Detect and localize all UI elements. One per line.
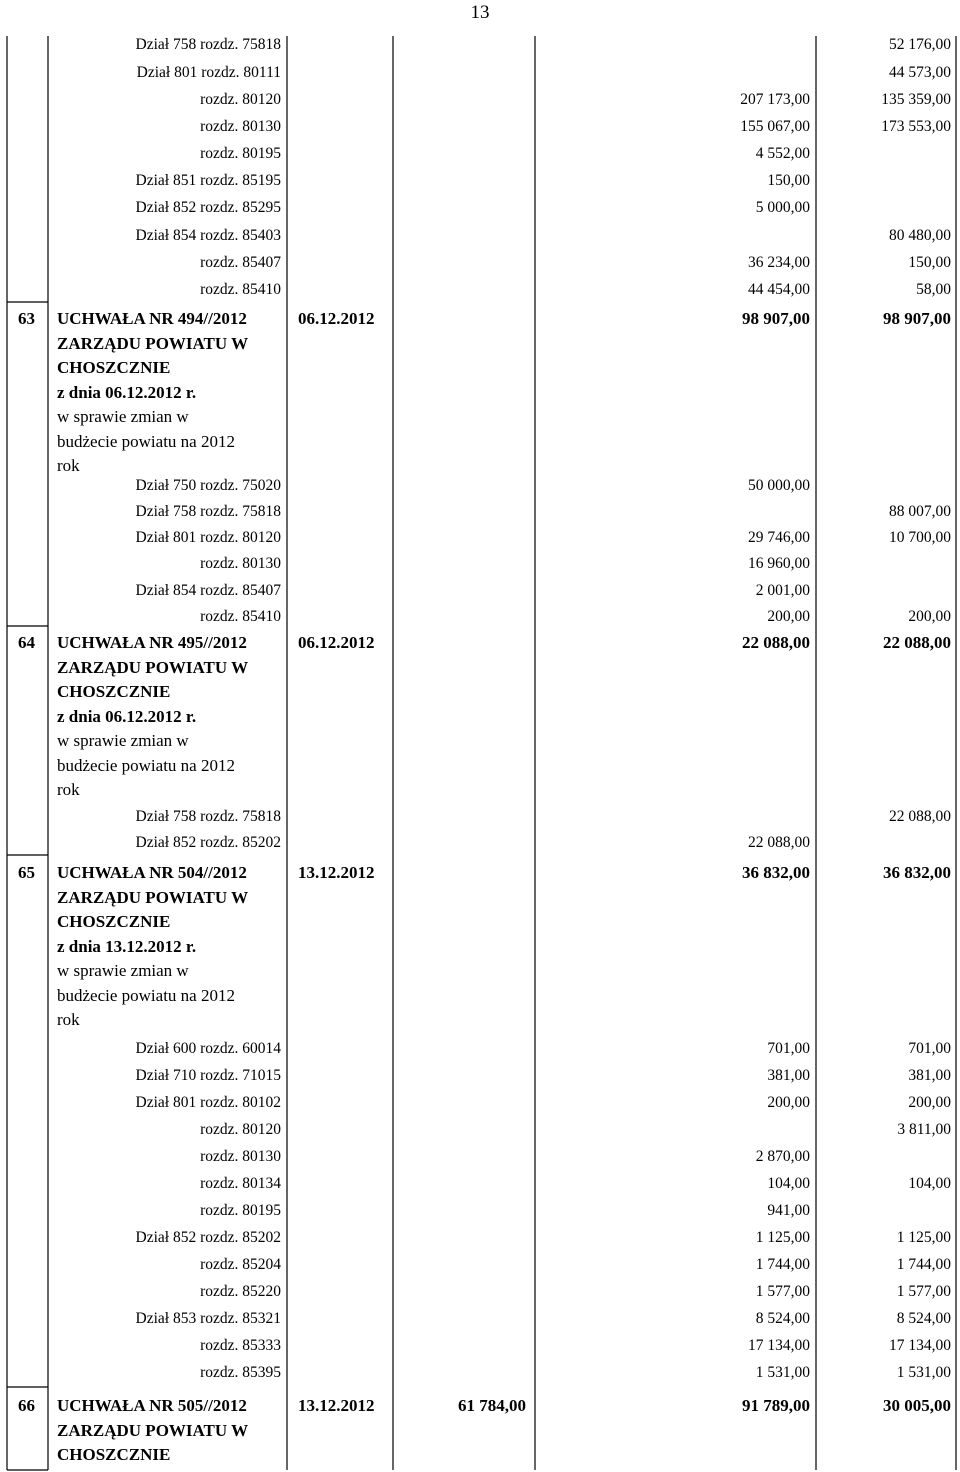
entry-total-col3: 98 907,00 bbox=[883, 309, 951, 328]
value-col2: 16 960,00 bbox=[748, 555, 810, 572]
value-col3: 3 811,00 bbox=[897, 1121, 951, 1138]
resolution-subject: w sprawie zmian w bbox=[57, 407, 189, 426]
resolution-subject: budżecie powiatu na 2012 bbox=[57, 985, 235, 1005]
entry-number: 65 bbox=[18, 863, 35, 882]
resolution-subject: w sprawie zmian w bbox=[57, 731, 189, 750]
row-label: rozdz. 80195 bbox=[200, 1202, 281, 1219]
resolution-date-line: z dnia 13.12.2012 r. bbox=[57, 936, 197, 956]
entry-date: 13.12.2012 bbox=[298, 1396, 375, 1415]
value-col2: 2 001,00 bbox=[755, 582, 810, 599]
value-col3: 1 744,00 bbox=[896, 1256, 951, 1273]
resolution-subject: rok bbox=[57, 780, 80, 799]
resolution-subject: rok bbox=[57, 1010, 80, 1029]
value-col3: 200,00 bbox=[908, 608, 951, 625]
value-col2: 4 552,00 bbox=[755, 145, 810, 162]
resolution-subject: budżecie powiatu na 2012 bbox=[57, 431, 235, 451]
resolution-org: CHOSZCZNIE bbox=[57, 682, 171, 701]
value-col2: 1 125,00 bbox=[755, 1229, 810, 1246]
resolution-date-line: z dnia 06.12.2012 r. bbox=[57, 706, 197, 726]
row-label: Dział 854 rozdz. 85403 bbox=[135, 227, 281, 244]
value-col2: 29 746,00 bbox=[748, 529, 810, 546]
value-col3: 8 524,00 bbox=[896, 1310, 951, 1327]
value-col3: 44 573,00 bbox=[889, 64, 951, 81]
entry-number: 64 bbox=[18, 633, 35, 652]
resolution-org: ZARZĄDU POWIATU W bbox=[57, 887, 249, 907]
row-label: Dział 758 rozdz. 75818 bbox=[135, 36, 281, 53]
entry-date: 13.12.2012 bbox=[298, 863, 375, 882]
value-col2: 155 067,00 bbox=[740, 118, 810, 135]
value-col3: 17 134,00 bbox=[889, 1337, 951, 1354]
entry-date: 06.12.2012 bbox=[298, 309, 375, 328]
row-label: Dział 854 rozdz. 85407 bbox=[135, 582, 281, 599]
row-label: Dział 852 rozdz. 85295 bbox=[135, 199, 281, 216]
entry-total-col2: 98 907,00 bbox=[742, 309, 810, 328]
value-col3: 1 577,00 bbox=[896, 1283, 951, 1300]
page-number: 13 bbox=[470, 2, 490, 23]
resolution-org: ZARZĄDU POWIATU W bbox=[57, 657, 249, 677]
value-col3: 173 553,00 bbox=[881, 118, 951, 135]
value-col2: 5 000,00 bbox=[755, 199, 810, 216]
value-col3: 1 531,00 bbox=[896, 1364, 951, 1381]
row-label: rozdz. 80130 bbox=[200, 118, 281, 135]
resolution-subject: budżecie powiatu na 2012 bbox=[57, 755, 235, 775]
row-label: rozdz. 85220 bbox=[200, 1283, 281, 1300]
resolution-title: UCHWAŁA NR 495//2012 bbox=[57, 633, 247, 652]
resolution-title: UCHWAŁA NR 505//2012 bbox=[57, 1396, 247, 1415]
row-label: rozdz. 85410 bbox=[200, 608, 281, 625]
value-col2: 207 173,00 bbox=[740, 91, 810, 108]
value-col2: 17 134,00 bbox=[748, 1337, 810, 1354]
value-col3: 150,00 bbox=[908, 254, 951, 271]
value-col3: 52 176,00 bbox=[889, 36, 951, 53]
row-label: Dział 801 rozdz. 80120 bbox=[135, 529, 281, 546]
value-col2: 200,00 bbox=[767, 608, 810, 625]
value-col2: 701,00 bbox=[767, 1040, 810, 1057]
resolution-org: ZARZĄDU POWIATU W bbox=[57, 333, 249, 353]
entry-total-col2: 36 832,00 bbox=[742, 863, 810, 882]
value-col2: 104,00 bbox=[767, 1175, 810, 1192]
value-col2: 381,00 bbox=[767, 1067, 810, 1084]
value-col3: 135 359,00 bbox=[881, 91, 951, 108]
value-col2: 22 088,00 bbox=[748, 834, 810, 851]
resolution-org: CHOSZCZNIE bbox=[57, 358, 171, 377]
row-label: Dział 758 rozdz. 75818 bbox=[135, 808, 281, 825]
resolution-subject: w sprawie zmian w bbox=[57, 961, 189, 980]
row-label: rozdz. 85204 bbox=[200, 1256, 281, 1273]
value-col3: 104,00 bbox=[908, 1175, 951, 1192]
value-col2: 50 000,00 bbox=[748, 477, 810, 494]
value-col2: 1 577,00 bbox=[755, 1283, 810, 1300]
row-label: Dział 853 rozdz. 85321 bbox=[135, 1310, 281, 1327]
resolution-org: CHOSZCZNIE bbox=[57, 912, 171, 931]
row-label: rozdz. 80120 bbox=[200, 1121, 281, 1138]
value-col2: 1 531,00 bbox=[755, 1364, 810, 1381]
value-col2: 2 870,00 bbox=[755, 1148, 810, 1165]
row-label: Dział 852 rozdz. 85202 bbox=[135, 834, 281, 851]
value-col3: 200,00 bbox=[908, 1094, 951, 1111]
value-col2: 150,00 bbox=[767, 172, 810, 189]
value-col3: 1 125,00 bbox=[896, 1229, 951, 1246]
entry-number: 63 bbox=[18, 309, 35, 328]
resolution-subject: rok bbox=[57, 456, 80, 475]
entry-total-col1: 61 784,00 bbox=[458, 1396, 526, 1415]
value-col2: 1 744,00 bbox=[755, 1256, 810, 1273]
entry-total-col2: 22 088,00 bbox=[742, 633, 810, 652]
entry-total-col2: 91 789,00 bbox=[742, 1396, 810, 1415]
row-label: Dział 851 rozdz. 85195 bbox=[135, 172, 281, 189]
value-col2: 36 234,00 bbox=[748, 254, 810, 271]
entry-total-col3: 22 088,00 bbox=[883, 633, 951, 652]
entry-total-col3: 36 832,00 bbox=[883, 863, 951, 882]
value-col2: 8 524,00 bbox=[755, 1310, 810, 1327]
value-col3: 58,00 bbox=[916, 281, 951, 298]
value-col2: 941,00 bbox=[767, 1202, 810, 1219]
entry-number: 66 bbox=[18, 1396, 35, 1415]
row-label: Dział 852 rozdz. 85202 bbox=[135, 1229, 281, 1246]
row-label: rozdz. 80195 bbox=[200, 145, 281, 162]
value-col2: 44 454,00 bbox=[748, 281, 810, 298]
row-label: Dział 750 rozdz. 75020 bbox=[135, 477, 281, 494]
resolution-title: UCHWAŁA NR 504//2012 bbox=[57, 863, 247, 882]
row-label: rozdz. 85333 bbox=[200, 1337, 281, 1354]
value-col3: 381,00 bbox=[908, 1067, 951, 1084]
value-col3: 701,00 bbox=[908, 1040, 951, 1057]
resolution-org: CHOSZCZNIE bbox=[57, 1445, 171, 1464]
value-col3: 80 480,00 bbox=[889, 227, 951, 244]
row-label: rozdz. 80130 bbox=[200, 555, 281, 572]
row-label: rozdz. 80130 bbox=[200, 1148, 281, 1165]
value-col3: 10 700,00 bbox=[889, 529, 951, 546]
row-label: Dział 600 rozdz. 60014 bbox=[135, 1040, 281, 1057]
row-label: Dział 801 rozdz. 80102 bbox=[135, 1094, 281, 1111]
row-label: rozdz. 85407 bbox=[200, 254, 281, 271]
row-label: rozdz. 80120 bbox=[200, 91, 281, 108]
value-col2: 200,00 bbox=[767, 1094, 810, 1111]
row-label: Dział 758 rozdz. 75818 bbox=[135, 503, 281, 520]
row-label: rozdz. 85410 bbox=[200, 281, 281, 298]
value-col3: 22 088,00 bbox=[889, 808, 951, 825]
row-label: Dział 710 rozdz. 71015 bbox=[135, 1067, 281, 1084]
row-label: Dział 801 rozdz. 80111 bbox=[136, 64, 281, 81]
resolution-org: ZARZĄDU POWIATU W bbox=[57, 1420, 249, 1440]
resolution-date-line: z dnia 06.12.2012 r. bbox=[57, 382, 197, 402]
entry-date: 06.12.2012 bbox=[298, 633, 375, 652]
value-col3: 88 007,00 bbox=[889, 503, 951, 520]
row-label: rozdz. 80134 bbox=[200, 1175, 281, 1192]
resolution-title: UCHWAŁA NR 494//2012 bbox=[57, 309, 247, 328]
entry-total-col3: 30 005,00 bbox=[883, 1396, 951, 1415]
row-label: rozdz. 85395 bbox=[200, 1364, 281, 1381]
